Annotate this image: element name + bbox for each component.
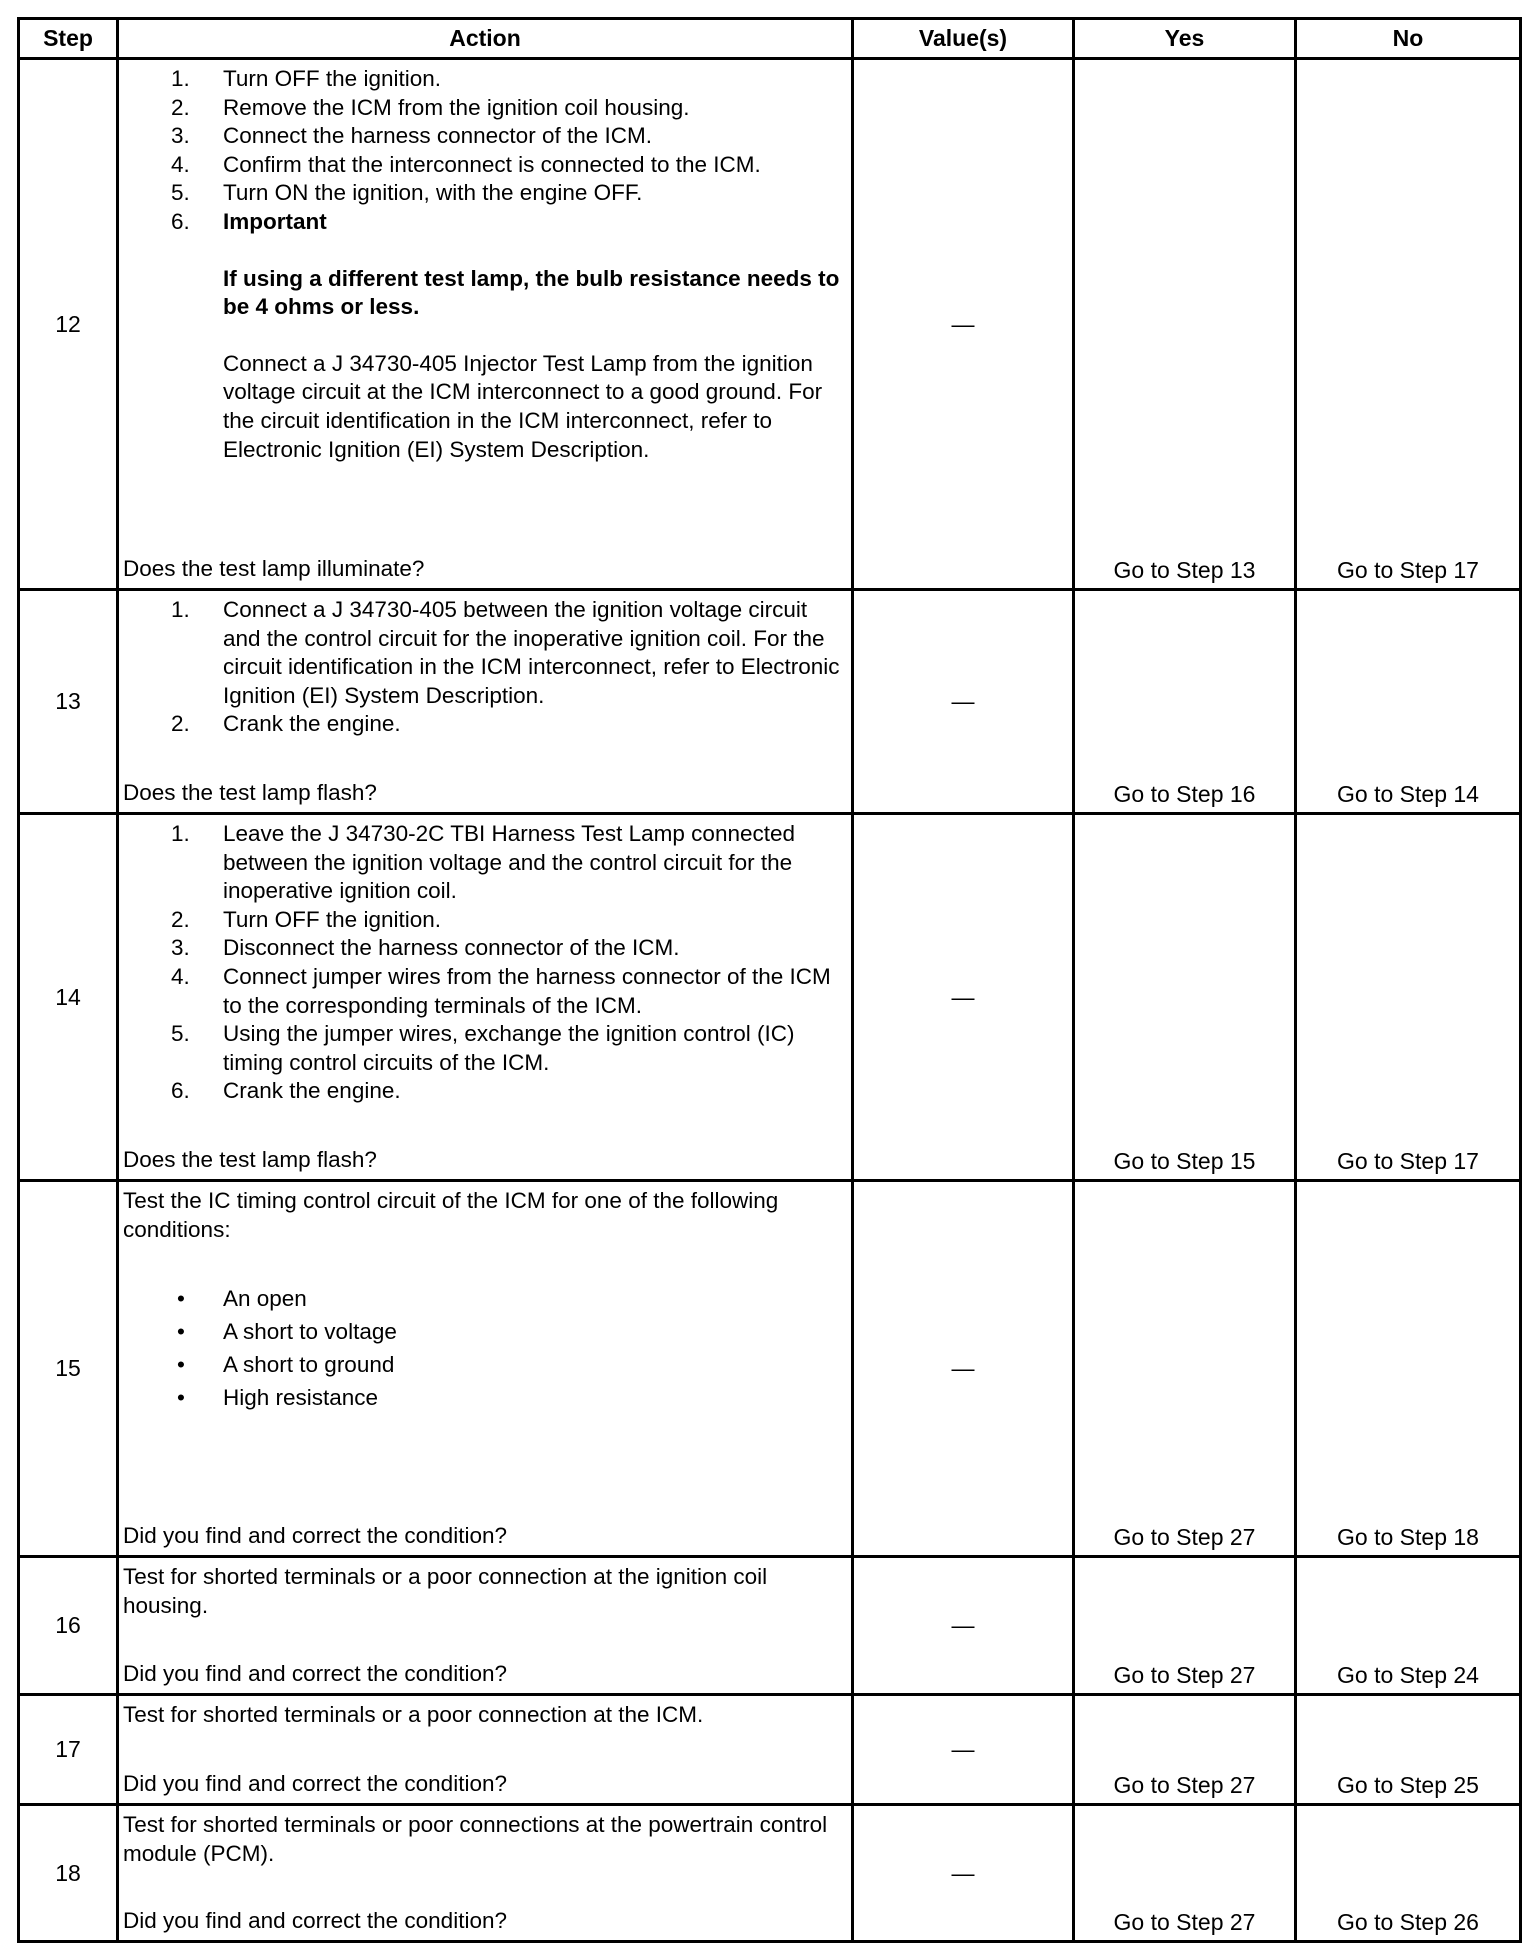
list-number: 1. — [171, 821, 190, 846]
value-cell — [853, 1557, 1074, 1695]
step-row-12 — [19, 59, 1521, 590]
list-item — [123, 596, 843, 710]
action-cell — [118, 59, 853, 590]
yes-cell — [1074, 1695, 1296, 1805]
step-row-18 — [19, 1805, 1521, 1942]
bullet-icon: • — [177, 1319, 185, 1345]
yes-outcome: Go to Step 13 — [1113, 557, 1256, 583]
list-number: 1. — [171, 597, 190, 622]
list-text: An open — [223, 1286, 307, 1312]
yes-outcome: Go to Step 27 — [1113, 1909, 1256, 1935]
bullet-icon: • — [177, 1352, 185, 1378]
list-text: Crank the engine. — [223, 711, 401, 737]
no-cell — [1296, 814, 1521, 1181]
list-number: 2. — [171, 906, 190, 932]
list-item — [123, 934, 843, 963]
action-text: Test for shorted terminals or a poor connection at the ignition coil housing. — [123, 1564, 768, 1618]
list-number: 6. — [171, 208, 190, 234]
list-number: 2. — [171, 711, 190, 737]
no-outcome: Go to Step 18 — [1337, 1524, 1479, 1550]
list-number: 3. — [171, 123, 190, 149]
yes-cell — [1074, 59, 1296, 590]
dash-value: — — [951, 688, 975, 714]
step-row-17 — [19, 1695, 1521, 1805]
list-item — [123, 1381, 843, 1414]
yes-outcome: Go to Step 27 — [1113, 1772, 1256, 1798]
yes-cell — [1074, 1557, 1296, 1695]
step-row-15 — [19, 1181, 1521, 1557]
list-text: High resistance — [223, 1385, 379, 1411]
list-text: Connect a J 34730-405 between the ignition voltage circuit and the control circuit for the inoperative ignition coil. For the circuit identification in the ICM interconnect, refer to Electronic Ignition (EI) System Description. — [223, 597, 840, 708]
list-text: Using the jumper wires, exchange the ignition control (IC) timing control circuits of the ICM. — [223, 1021, 795, 1075]
step-number: 14 — [19, 814, 118, 1181]
question-text: Did you find and correct the condition? — [123, 1771, 507, 1797]
step-number: 18 — [19, 1805, 118, 1942]
instruction-list — [123, 65, 843, 237]
list-number: 4. — [171, 151, 190, 177]
question-text: Does the test lamp illuminate? — [123, 556, 425, 582]
question-text: Did you find and correct the condition? — [123, 1661, 507, 1687]
list-number: 6. — [171, 1078, 190, 1104]
condition-list — [123, 1282, 843, 1414]
step-row-14 — [19, 814, 1521, 1181]
important-label: Important — [223, 208, 327, 234]
list-number: 1. — [171, 66, 190, 91]
list-text: Confirm that the interconnect is connected to the ICM. — [223, 151, 761, 177]
dash-value: — — [951, 310, 975, 337]
step-number: 13 — [19, 590, 118, 814]
list-text: Turn ON the ignition, with the engine OFF. — [223, 180, 643, 206]
bullet-icon: • — [177, 1385, 185, 1411]
dash-value: — — [951, 1355, 975, 1381]
list-item — [123, 179, 843, 208]
yes-cell — [1074, 814, 1296, 1181]
yes-outcome: Go to Step 27 — [1113, 1662, 1256, 1688]
yes-cell — [1074, 590, 1296, 814]
action-text: Test for shorted terminals or poor connections at the powertrain control module (PCM). — [123, 1812, 828, 1866]
list-item — [123, 906, 843, 935]
list-text: Connect jumper wires from the harness connector of the ICM to the corresponding terminals of the ICM. — [223, 963, 831, 1018]
no-cell — [1296, 1695, 1521, 1805]
no-cell — [1296, 1805, 1521, 1942]
action-cell — [118, 590, 853, 814]
yes-cell — [1074, 1181, 1296, 1557]
dash-value: — — [951, 983, 975, 1010]
question-text: Did you find and correct the condition? — [123, 1523, 507, 1549]
action-cell — [118, 1557, 853, 1695]
list-text: Crank the engine. — [223, 1078, 401, 1104]
instruction-list — [123, 820, 843, 1106]
bullet-icon: • — [177, 1286, 185, 1312]
list-text: A short to voltage — [223, 1319, 397, 1345]
value-cell — [853, 590, 1074, 814]
header-step: Step — [19, 19, 118, 59]
list-item — [123, 1348, 843, 1381]
value-cell — [853, 814, 1074, 1181]
list-number: 3. — [171, 935, 190, 961]
step-number: 16 — [19, 1557, 118, 1695]
step-row-16 — [19, 1557, 1521, 1695]
dash-value: — — [951, 1736, 975, 1762]
action-cell — [118, 814, 853, 1181]
yes-outcome: Go to Step 16 — [1113, 781, 1256, 807]
no-cell — [1296, 1181, 1521, 1557]
list-item — [123, 1282, 843, 1315]
question-text: Did you find and correct the condition? — [123, 1908, 507, 1934]
list-item — [123, 94, 843, 123]
warning-note: If using a different test lamp, the bulb resistance needs to be 4 ohms or less. — [223, 265, 840, 320]
list-text: A short to ground — [223, 1352, 395, 1378]
list-item — [123, 1315, 843, 1348]
action-cell — [118, 1805, 853, 1942]
value-cell — [853, 1805, 1074, 1942]
no-outcome: Go to Step 14 — [1337, 781, 1479, 807]
question-text: Does the test lamp flash? — [123, 780, 377, 806]
list-text: Turn OFF the ignition. — [223, 66, 442, 91]
value-cell — [853, 59, 1074, 590]
detail-text: Connect a J 34730-405 Injector Test Lamp from the ignition voltage circuit at the ICM interconnect to a good ground. For the circuit identification in the ICM interconnect, refer to Electronic Ignition (EI) System Description. — [223, 350, 823, 462]
yes-outcome: Go to Step 15 — [1113, 1148, 1256, 1174]
diagnostic-table — [17, 17, 1522, 1943]
list-number: 5. — [171, 180, 190, 206]
no-cell — [1296, 590, 1521, 814]
list-item — [123, 151, 843, 180]
list-text: Connect the harness connector of the ICM. — [223, 123, 652, 149]
no-outcome: Go to Step 26 — [1337, 1909, 1479, 1935]
list-text: Disconnect the harness connector of the ICM. — [223, 935, 680, 961]
list-item — [123, 820, 843, 906]
action-cell — [118, 1181, 853, 1557]
list-number: 4. — [171, 963, 190, 989]
step-row-13 — [19, 590, 1521, 814]
list-text: Leave the J 34730-2C TBI Harness Test Lamp connected between the ignition voltage and the control circuit for the inoperative ignition coil. — [223, 821, 796, 904]
no-cell — [1296, 59, 1521, 590]
no-outcome: Go to Step 17 — [1337, 1148, 1479, 1174]
no-outcome: Go to Step 24 — [1337, 1662, 1479, 1688]
dash-value: — — [951, 1612, 975, 1638]
question-text: Does the test lamp flash? — [123, 1147, 377, 1173]
step-number: 17 — [19, 1695, 118, 1805]
header-action: Action — [118, 19, 853, 59]
step-number: 15 — [19, 1181, 118, 1557]
step-number: 12 — [19, 59, 118, 590]
list-text: Turn OFF the ignition. — [223, 906, 442, 932]
yes-cell — [1074, 1805, 1296, 1942]
yes-outcome: Go to Step 27 — [1113, 1524, 1256, 1550]
list-number: 5. — [171, 1021, 190, 1047]
intro-text: Test the IC timing control circuit of the ICM for one of the following conditions: — [123, 1188, 779, 1242]
header-no: No — [1296, 19, 1521, 59]
action-cell — [118, 1695, 853, 1805]
list-item — [123, 963, 843, 1020]
list-number: 2. — [171, 94, 190, 120]
instruction-list — [123, 596, 843, 739]
list-text: Remove the ICM from the ignition coil housing. — [223, 94, 690, 120]
action-text: Test for shorted terminals or a poor connection at the ICM. — [123, 1702, 704, 1727]
list-item — [123, 710, 843, 739]
value-cell — [853, 1695, 1074, 1805]
value-cell — [853, 1181, 1074, 1557]
no-outcome: Go to Step 17 — [1337, 557, 1479, 583]
header-yes: Yes — [1074, 19, 1296, 59]
list-item — [123, 65, 843, 94]
header-row — [19, 19, 1521, 59]
list-item — [123, 208, 843, 237]
no-outcome: Go to Step 25 — [1337, 1772, 1479, 1798]
no-cell — [1296, 1557, 1521, 1695]
list-item — [123, 1020, 843, 1077]
header-values: Value(s) — [853, 19, 1074, 59]
dash-value: — — [951, 1859, 975, 1886]
list-item — [123, 122, 843, 151]
list-item — [123, 1077, 843, 1106]
